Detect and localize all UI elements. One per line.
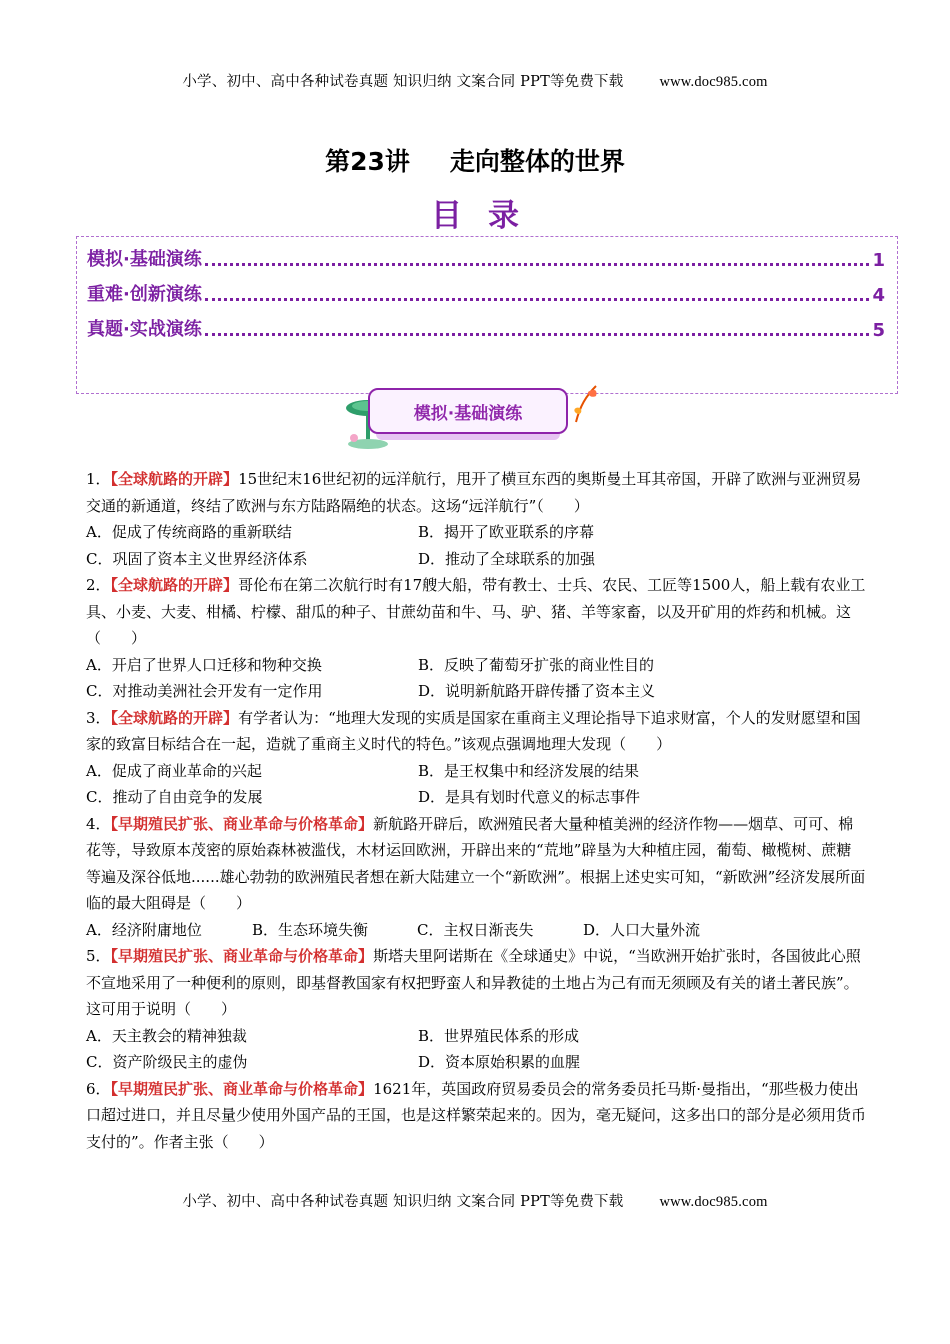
option-d[interactable]: D．是具有划时代意义的标志事件 bbox=[418, 788, 641, 806]
question-tag: 【全球航路的开辟】 bbox=[110, 470, 239, 488]
option-d[interactable]: D．推动了全球联系的加强 bbox=[418, 549, 596, 568]
question-6 bbox=[86, 1076, 866, 1156]
option-b[interactable]: B．世界殖民体系的形成 bbox=[418, 1026, 580, 1045]
question-number: 1． bbox=[86, 470, 111, 488]
question-text: 15世纪末16世纪初的远洋航行，甩开了横亘东西的奥斯曼土耳其帝国，开辟了欧洲与亚洲贸易交通的新通道，终结了欧洲与东方陆路隔绝的状态。这场“远洋航行”（ ） bbox=[86, 470, 862, 515]
section-badge-label: 模拟·基础演练 bbox=[368, 388, 568, 434]
toc-leader-dots bbox=[205, 332, 870, 336]
toc-item-page: 4 bbox=[872, 285, 885, 306]
question-text: 新航路开辟后，欧洲殖民者大量种植美洲的经济作物——烟草、可可、棉花等，导致原本茂密的原始森林被滥伐，木材运回欧洲，开辟出来的“荒地”辟垦为大种植庄园，葡萄、橄榄树、蔗糖等遍及深谷低地......雄心勃勃的欧洲殖民者想在新大陆建立一个“新欧洲”。根据上述史实可知，“新欧洲”经济发展所面临的最大阻碍是（ ） bbox=[86, 814, 866, 912]
toc-item-3[interactable] bbox=[87, 313, 885, 341]
options bbox=[86, 917, 866, 944]
question-number: 4． bbox=[86, 814, 111, 833]
lecture-number: 第23讲 bbox=[325, 147, 410, 176]
options bbox=[86, 519, 866, 572]
option-a[interactable]: A．开启了世界人口迁移和物种交换 bbox=[86, 655, 322, 674]
footer-text: 小学、初中、高中各种试卷真题 知识归纳 文案合同 PPT等免费下载 bbox=[182, 1194, 624, 1210]
question-3 bbox=[86, 705, 866, 811]
question-1 bbox=[86, 466, 866, 572]
option-d[interactable]: D．人口大量外流 bbox=[583, 920, 701, 939]
question-number: 2． bbox=[86, 576, 111, 594]
question-4 bbox=[86, 811, 866, 944]
toc-item-page: 1 bbox=[872, 250, 885, 271]
question-number: 3． bbox=[86, 708, 111, 727]
question-5 bbox=[86, 943, 866, 1076]
question-number: 5． bbox=[86, 947, 111, 965]
header-text: 小学、初中、高中各种试卷真题 知识归纳 文案合同 PPT等免费下载 bbox=[182, 74, 624, 90]
option-a[interactable]: A．经济附庸地位 bbox=[86, 920, 202, 939]
toc-leader-dots bbox=[205, 262, 870, 266]
option-c[interactable]: C．巩固了资本主义世界经济体系 bbox=[86, 549, 308, 568]
option-b[interactable]: B．是王权集中和经济发展的结果 bbox=[418, 761, 640, 780]
option-a[interactable]: A．促成了商业革命的兴起 bbox=[86, 761, 262, 780]
question-text: 哥伦布在第二次航行时有17艘大船，带有教士、士兵、农民、工匠等1500人，船上载有农业工具、小麦、大麦、柑橘、柠檬、甜瓜的种子、甘蔗幼苗和牛、马、驴、猪、羊等家畜，以及开矿用的炸药和机械。这（ ） bbox=[86, 576, 866, 647]
question-tag: 【全球航路的开辟】 bbox=[110, 708, 239, 727]
page-header bbox=[0, 70, 950, 91]
lecture-topic: 走向整体的世界 bbox=[449, 147, 625, 176]
question-text: 斯塔夫里阿诺斯在《全球通史》中说，“当欧洲开始扩张时，各国彼此心照不宣地采用了一种便利的原则，即基督教国家有权把野蛮人和异教徒的土地占为己有而无须顾及有关的诸土著民族”。这可用于说明（ ） bbox=[86, 947, 861, 1018]
toc-item-label: 重难·创新演练 bbox=[87, 284, 202, 305]
toc-item-label: 真题·实战演练 bbox=[87, 319, 202, 340]
option-a[interactable]: A．天主教会的精神独裁 bbox=[86, 1026, 247, 1045]
toc-item-label: 模拟·基础演练 bbox=[87, 249, 202, 270]
toc-item-page: 5 bbox=[872, 320, 885, 341]
page-footer bbox=[0, 1190, 950, 1211]
question-tag: 【早期殖民扩张、商业革命与价格革命】 bbox=[110, 947, 374, 965]
option-c[interactable]: C．主权日渐丧失 bbox=[417, 920, 534, 939]
toc-item-2[interactable] bbox=[87, 278, 885, 306]
autumn-leaf-icon bbox=[570, 382, 600, 426]
question-2 bbox=[86, 572, 866, 705]
option-b[interactable]: B．揭开了欧亚联系的序幕 bbox=[418, 523, 595, 541]
page-title bbox=[0, 142, 950, 178]
option-c[interactable]: C．推动了自由竞争的发展 bbox=[86, 788, 263, 806]
question-tag: 【全球航路的开辟】 bbox=[110, 576, 239, 594]
option-c[interactable]: C．资产阶级民主的虚伪 bbox=[86, 1053, 248, 1071]
question-text: 1621年，英国政府贸易委员会的常务委员托马斯·曼指出，“那些极力使出口超过进口，并且尽量少使用外国产品的王国，也是这样繁荣起来的。因为，毫无疑问，这多出口的部分是必须用货币支付的”。作者主张（ ） bbox=[86, 1079, 867, 1151]
question-tag: 【早期殖民扩张、商业革命与价格革命】 bbox=[110, 814, 374, 833]
question-tag: 【早期殖民扩张、商业革命与价格革命】 bbox=[110, 1079, 374, 1098]
option-b[interactable]: B．反映了葡萄牙扩张的商业性目的 bbox=[418, 655, 655, 674]
option-d[interactable]: D．资本原始积累的血腥 bbox=[418, 1053, 581, 1071]
toc-leader-dots bbox=[205, 297, 870, 301]
section-badge bbox=[340, 382, 600, 450]
toc-box bbox=[76, 236, 898, 394]
toc-heading: 目录 bbox=[431, 198, 545, 234]
options bbox=[86, 758, 866, 811]
option-d[interactable]: D．说明新航路开辟传播了资本主义 bbox=[418, 682, 656, 700]
options bbox=[86, 652, 866, 705]
option-c[interactable]: C．对推动美洲社会开发有一定作用 bbox=[86, 682, 323, 700]
question-number: 6． bbox=[86, 1079, 111, 1098]
toc-item-1[interactable] bbox=[87, 243, 885, 271]
options bbox=[86, 1023, 866, 1076]
question-list bbox=[86, 466, 866, 1155]
option-b[interactable]: B．生态环境失衡 bbox=[252, 920, 369, 939]
question-text: 有学者认为：“地理大发现的实质是国家在重商主义理论指导下追求财富，个人的发财愿望和国家的致富目标结合在一起，造就了重商主义时代的特色。”该观点强调地理大发现（ ） bbox=[86, 708, 861, 753]
header-site-link[interactable]: www.doc985.com bbox=[659, 74, 768, 90]
footer-site-link[interactable]: www.doc985.com bbox=[659, 1194, 768, 1210]
option-a[interactable]: A．促成了传统商路的重新联结 bbox=[86, 523, 292, 541]
